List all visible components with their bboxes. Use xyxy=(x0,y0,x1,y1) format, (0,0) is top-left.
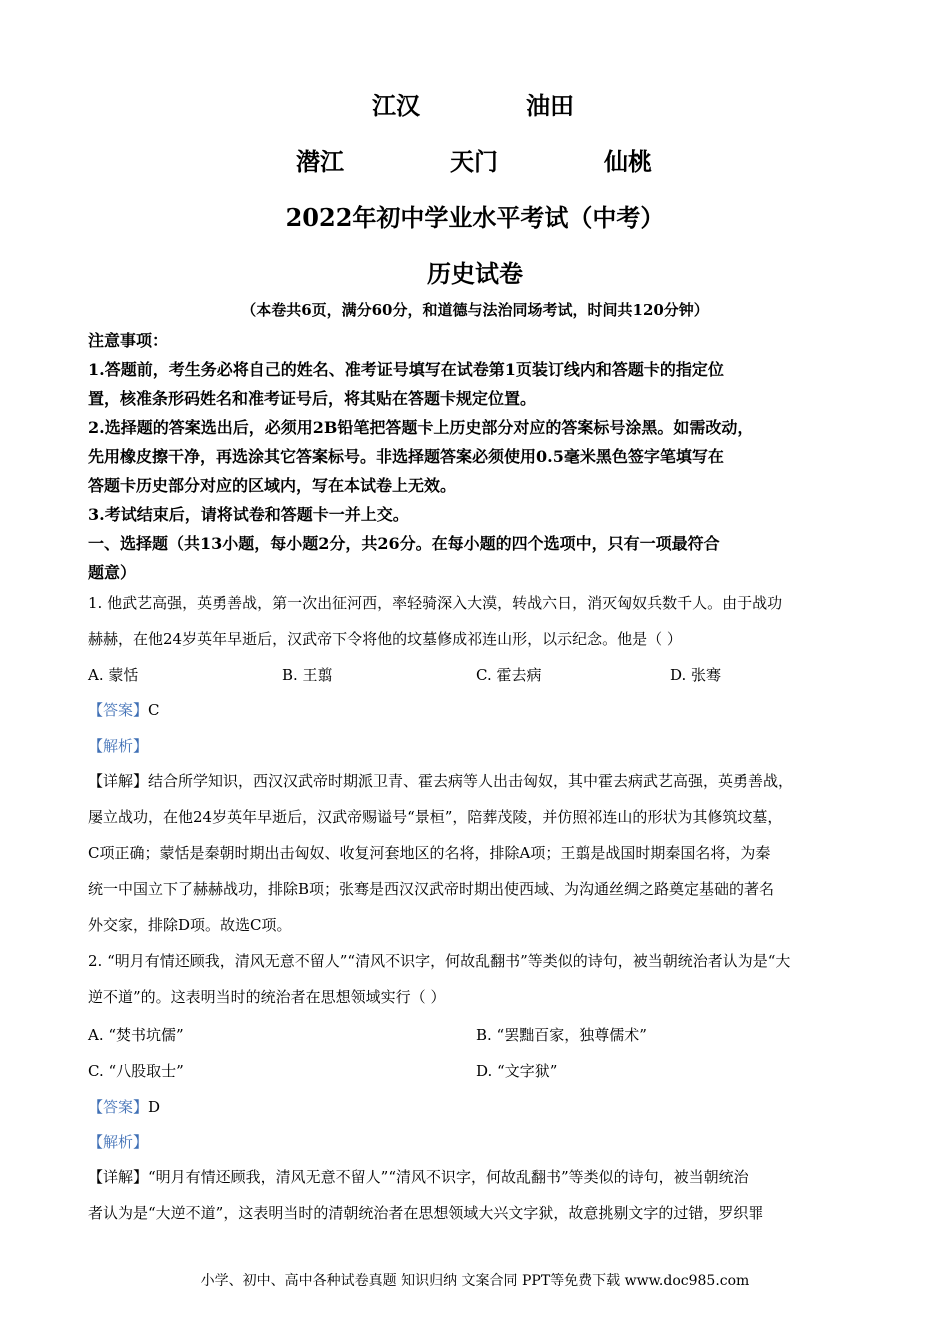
region-tianmen: 天门 xyxy=(450,147,498,176)
q1-option-b: B. 王翦 xyxy=(282,666,333,684)
q2-option-d: D. “文字狱” xyxy=(476,1062,558,1080)
notice-line: 答题卡历史部分对应的区域内，写在本试卷上无效。 xyxy=(88,476,457,495)
q2-option-c: C. “八股取士” xyxy=(88,1062,184,1080)
page-footer: 小学、初中、高中各种试卷真题 知识归纳 文案合同 PPT等免费下载 www.doc985.com xyxy=(200,1273,750,1289)
region-youtian: 油田 xyxy=(526,91,574,120)
q2-detail: 【详解】“明月有情还顾我，清风无意不留人”“清风不识字，何故乱翻书”等类似的诗句，被当朝统治 xyxy=(88,1168,749,1186)
notice-line: 置，核准条形码姓名和准考证号后，将其贴在答题卡规定位置。 xyxy=(88,389,537,408)
notice-line: 1.答题前，考生务必将自己的姓名、准考证号填写在试卷第1页装订线内和答题卡的指定位 xyxy=(88,360,724,379)
q1-answer xyxy=(88,699,160,720)
notice-line: 先用橡皮擦干净，再选涂其它答案标号。非选择题答案必须使用0.5毫米黑色签字笔填写在 xyxy=(88,447,724,466)
q1-analysis-tag: 【解析】 xyxy=(88,737,149,755)
section-heading-cont: 题意） xyxy=(88,563,137,582)
section-heading: 一、选择题（共13小题，每小题2分，共26分。在每小题的四个选项中，只有一项最符合 xyxy=(88,534,720,553)
answer-tag: 【答案】 xyxy=(88,701,149,719)
q2-option-a: A. “焚书坑儒” xyxy=(88,1026,184,1044)
q2-stem: 逆不道”的。这表明当时的统治者在思想领域实行（ ） xyxy=(88,988,446,1006)
q2-analysis-tag: 【解析】 xyxy=(88,1133,149,1151)
answer-tag: 【答案】 xyxy=(88,1098,149,1116)
q1-stem: 1. 他武艺高强，英勇善战，第一次出征河西，率轻骑深入大漠，转战六日，消灭匈奴兵数千人。由于战功 xyxy=(88,594,783,612)
q1-detail: 外交家，排除D项。故选C项。 xyxy=(88,916,292,934)
answer-value: C xyxy=(148,701,160,719)
exam-title: 2022年初中学业水平考试（中考） xyxy=(285,203,665,232)
q1-stem: 赫赫，在他24岁英年早逝后，汉武帝下令将他的坟墓修成祁连山形，以示纪念。他是（ ） xyxy=(88,630,682,648)
notice-line: 2.选择题的答案选出后，必须用2B铅笔把答题卡上历史部分对应的答案标号涂黑。如需改动， xyxy=(88,418,754,437)
q2-answer xyxy=(88,1096,160,1117)
q1-option-a: A. 蒙恬 xyxy=(88,666,139,684)
answer-value: D xyxy=(148,1098,161,1116)
q1-option-c: C. 霍去病 xyxy=(476,666,542,684)
region-jianghan: 江汉 xyxy=(372,91,420,120)
notice-heading: 注意事项： xyxy=(88,331,169,350)
q1-option-d: D. 张骞 xyxy=(670,666,722,684)
q1-detail: 【详解】结合所学知识，西汉汉武帝时期派卫青、霍去病等人出击匈奴，其中霍去病武艺高强，英勇善战， xyxy=(88,772,794,790)
q1-detail: C项正确；蒙恬是秦朝时期出击匈奴、收复河套地区的名将，排除A项；王翦是战国时期秦国名将，为秦 xyxy=(88,844,771,862)
region-xiantao: 仙桃 xyxy=(604,147,652,176)
q2-stem: 2. “明月有情还顾我，清风无意不留人”“清风不识字，何故乱翻书”等类似的诗句，被当朝统治者认为是“大 xyxy=(88,952,791,970)
notice-line: 3.考试结束后，请将试卷和答题卡一并上交。 xyxy=(88,505,409,524)
q2-detail: 者认为是“大逆不道”，这表明当时的清朝统治者在思想领域大兴文字狱，故意挑剔文字的过错，罗织罪 xyxy=(88,1204,764,1222)
q1-detail: 统一中国立下了赫赫战功，排除B项；张骞是西汉汉武帝时期出使西域、为沟通丝绸之路奠定基础的著名 xyxy=(88,880,775,898)
paper-title: 历史试卷 xyxy=(427,259,523,288)
exam-info: （本卷共6页，满分60分，和道德与法治同场考试，时间共120分钟） xyxy=(241,301,709,319)
q2-option-b: B. “罢黜百家，独尊儒术” xyxy=(476,1026,647,1044)
region-qianjiang: 潜江 xyxy=(296,147,344,176)
q1-detail: 屡立战功，在他24岁英年早逝后，汉武帝赐谥号“景桓”，陪葬茂陵，并仿照祁连山的形状为其修筑坟墓， xyxy=(88,808,783,826)
